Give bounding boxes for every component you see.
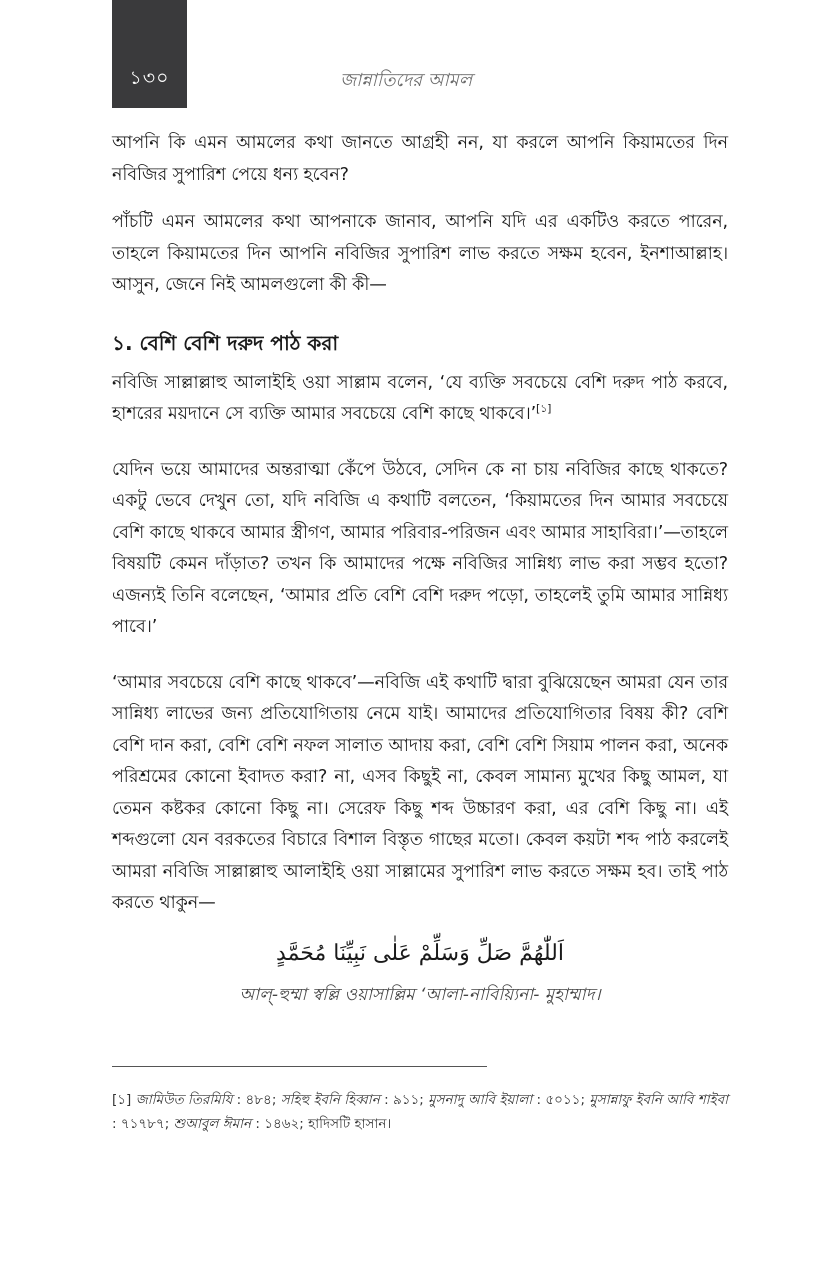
running-header-title: জান্নাতিদের আমল <box>340 70 473 91</box>
paragraph-hadith <box>112 368 728 431</box>
footnote-number-4: : ৭১৭৮৭; <box>112 1116 174 1132</box>
arabic-durood: اَللّٰهُمَّ صَلِّ وَسَلِّمْ عَلٰى نَبِيِّنَا مُحَمَّدٍ <box>276 940 564 966</box>
footnote-source-4: মুসান্নাফু ইবনি আবি শাইবা <box>589 1092 729 1108</box>
paragraph-reflection: যেদিন ভয়ে আমাদের অন্তরাত্মা কেঁপে উঠবে, সেদিন কে না চায় নবিজির কাছে থাকতে? একটু ভেবে দেখুন তো, যদি নবিজি এ কথাটি বলতেন, ‘কিয়ামতের দিন আমার সবচেয়ে বেশি কাছে থাকবে আমার স্ত্রীগণ, আমার পরিবার-পরিজন এবং আমার সাহাবিরা।’—তাহলে বিষয়টি কেমন দাঁড়াত? তখন কি আমাদের পক্ষে নবিজির সান্নিধ্য লাভ করা সম্ভব হতো? এজন্যই তিনি বলেছেন, ‘আমার প্রতি বেশি বেশি দরুদ পড়ো, তাহলেই তুমি আমার সান্নিধ্য পাবে।’ <box>112 459 728 637</box>
footnote-source-1: জামিউত তিরমিযি <box>135 1092 233 1108</box>
durood-transliteration: আল্-হুম্মা স্বল্লি ওয়াসাল্লিম ‘আলা-নাবিয়্যিনা- মুহাম্মাদ। <box>239 984 601 1005</box>
footnote-number-5: : ১৪৬২; হাদিসটি হাসান। <box>251 1116 392 1132</box>
paragraph-five-deeds: পাঁচটি এমন আমলের কথা আপনাকে জানাব, আপনি যদি এর একটিও করতে পারেন, তাহলে কিয়ামতের দিন আপনি নবিজির সুপারিশ লাভ করতে সক্ষম হবেন, ইনশাআল্লাহ। আসুন, জেনে নিই আমলগুলো কী কী— <box>112 212 728 295</box>
footnote-source-3: মুসনাদু আবি ইয়ালা <box>428 1092 533 1108</box>
page-number-tab <box>112 0 187 108</box>
footnote-number-3: : ৫০১১; <box>532 1092 590 1108</box>
section-heading: ১. বেশি বেশি দরুদ পাঠ করা <box>112 330 339 355</box>
footnote-source-5: শুআবুল ঈমান <box>173 1116 252 1132</box>
paragraph-explanation: ‘আমার সবচেয়ে বেশি কাছে থাকবে’—নবিজি এই কথাটি দ্বারা বুঝিয়েছেন আমরা যেন তার সান্নিধ্য লাভের জন্য প্রতিযোগিতায় নেমে যাই। আমাদের প্রতিযোগিতার বিষয় কী? বেশি বেশি দান করা, বেশি বেশি নফল সালাত আদায় করা, বেশি বেশি সিয়াম পালন করা, অনেক পরিশ্রমের কোনো ইবাদত করা? না, এসব কিছুই না, কেবল সামান্য মুখের কিছু আমল, যা তেমন কষ্টকর কোনো কিছু না। সেরেফ কিছু শব্দ উচ্চারণ করা, এর বেশি কিছু না। এই শব্দগুলো যেন বরকতের বিচারে বিশাল বিস্তৃত গাছের মতো। কেবল কয়টা শব্দ পাঠ করলেই আমরা নবিজি সাল্লাল্লাহু আলাইহি ওয়া সাল্লামের সুপারিশ লাভ করতে সক্ষম হব। তাই পাঠ করতে থাকুন— <box>112 672 728 913</box>
page-number: ১৩০ <box>129 67 170 89</box>
hadith-text: নবিজি সাল্লাল্লাহু আলাইহি ওয়া সাল্লাম বলেন, ‘যে ব্যক্তি সবচেয়ে বেশি দরুদ পাঠ করবে, হাশরের ময়দানে সে ব্যক্তি আমার সবচেয়ে বেশি কাছে থাকবে।’ <box>112 372 728 424</box>
footnote-number-2: : ৯১১; <box>379 1092 429 1108</box>
footnote-source-2: সহিহু ইবনি হিব্বান <box>280 1092 380 1108</box>
footnote <box>112 1088 728 1136</box>
footnote-reference: [১] <box>536 402 552 416</box>
page-body <box>112 128 728 1010</box>
paragraph-intro: আপনি কি এমন আমলের কথা জানতে আগ্রহী নন, যা করলে আপনি কিয়ামতের দিন নবিজির সুপারিশ পেয়ে ধন্য হবেন? <box>112 133 728 185</box>
footnote-marker: [১] <box>112 1092 132 1108</box>
footnote-divider <box>112 1066 487 1067</box>
footnote-number-1: : ৪৮৪; <box>232 1092 281 1108</box>
